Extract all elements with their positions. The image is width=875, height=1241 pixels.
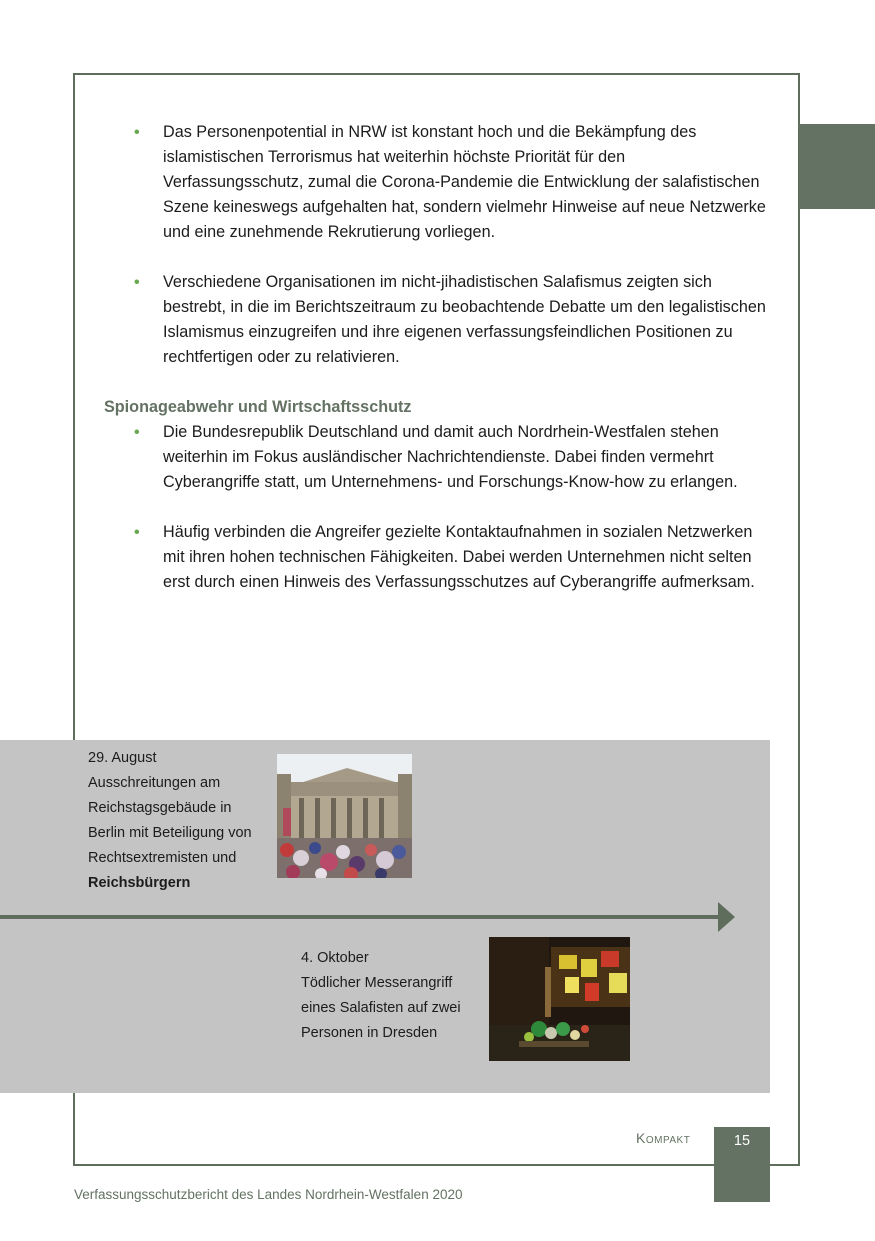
event-date: 29. August	[88, 750, 157, 766]
list-item	[104, 420, 769, 495]
list-item	[104, 120, 769, 245]
event-text-bold: Reichsbürgern	[88, 875, 191, 891]
reichstag-photo	[277, 754, 412, 878]
timeline-event-august	[88, 746, 252, 896]
timeline-event-october	[301, 946, 461, 1046]
report-title: Verfassungsschutzbericht des Landes Nordrhein-Westfalen 2020	[74, 1187, 463, 1202]
bullet-icon: •	[134, 274, 140, 291]
main-content	[104, 120, 769, 595]
page-number: 15	[733, 1133, 751, 1149]
bullet-icon: •	[134, 524, 140, 541]
timeline-arrow-head-icon	[718, 902, 735, 932]
event-text-line: Ausschreitungen am	[88, 775, 221, 791]
bullet-list-islamism	[104, 120, 769, 370]
bullet-text: Die Bundesrepublik Deutschland und damit auch Nordrhein-Westfalen stehen weiterhin im Fokus ausländischer Nachrichtendienste. Dabei finden vermehrt Cyberangriffe statt, um Unternehmens- und Forschungs-Know-how zu erlangen.	[163, 423, 738, 491]
event-text-line: Tödlicher Messerangriff	[301, 975, 453, 991]
bullet-text: Das Personenpotential in NRW ist konstant hoch und die Bekämpfung des islamistischen Terrorismus hat weiterhin höchste Priorität für den Verfassungsschutz, zumal die Corona-Pandemie die Entwicklung der salafistischen Szene keineswegs aufgehalten hat, sondern vielmehr Hinweise auf neue Netzwerke und eine zunehmende Rekrutierung vorliegen.	[163, 123, 766, 241]
dresden-photo	[489, 937, 630, 1061]
timeline-arrow-line	[0, 915, 720, 919]
list-item	[104, 520, 769, 595]
section-label: Kompakt	[636, 1130, 691, 1146]
event-text-line: Berlin mit Beteiligung von	[88, 825, 252, 841]
chapter-tab	[799, 124, 875, 209]
event-text-line: Rechtsextremisten und	[88, 850, 237, 866]
bullet-icon: •	[134, 424, 140, 441]
event-text-line: Reichstagsgebäude in	[88, 800, 232, 816]
event-text-line: Personen in Dresden	[301, 1025, 438, 1041]
bullet-icon: •	[134, 124, 140, 141]
list-item	[104, 270, 769, 370]
section-heading: Spionageabwehr und Wirtschaftsschutz	[104, 398, 412, 416]
event-date: 4. Oktober	[301, 950, 369, 966]
bullet-text: Häufig verbinden die Angreifer gezielte Kontaktaufnahmen in sozialen Netzwerken mit ihren hohen technischen Fähigkeiten. Dabei werden Unternehmen nicht selten erst durch einen Hinweis des Verfassungsschutzes auf Cyberangriffe aufmerksam.	[163, 523, 755, 591]
page-number-box	[714, 1127, 770, 1202]
event-text-line: eines Salafisten auf zwei	[301, 1000, 461, 1016]
bullet-text: Verschiedene Organisationen im nicht-jihadistischen Salafismus zeigten sich bestrebt, in die im Berichtszeitraum zu beobachtende Debatte um den legalistischen Islamismus einzugreifen und ihre eigenen verfassungsfeindlichen Positionen zu rechtfertigen oder zu relativieren.	[163, 273, 766, 366]
bullet-list-espionage	[104, 420, 769, 595]
